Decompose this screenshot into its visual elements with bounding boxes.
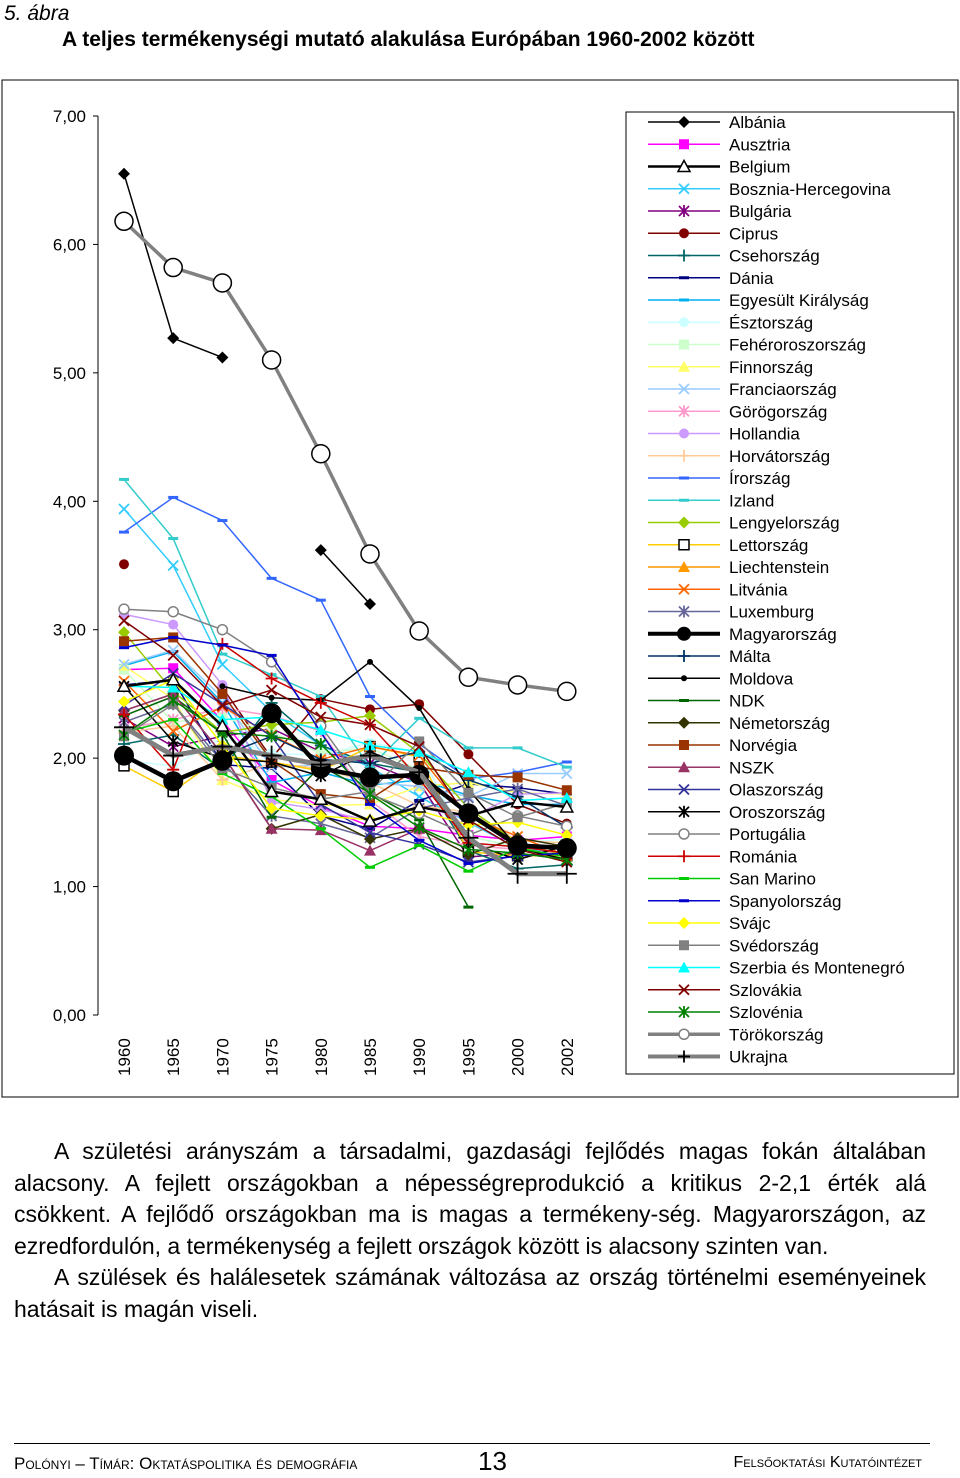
series-marker — [678, 717, 690, 729]
legend-label: Bulgária — [729, 202, 792, 221]
legend-entry — [648, 135, 791, 154]
legend-entry — [648, 158, 790, 177]
legend-entry — [648, 514, 840, 533]
legend-label: Hollandia — [729, 424, 800, 444]
legend-label: Oroszország — [729, 802, 826, 822]
series-line — [124, 221, 567, 691]
legend-label: Fehéroroszország — [729, 335, 867, 355]
series-marker — [679, 1029, 689, 1039]
legend-entry — [648, 313, 813, 332]
series-marker — [168, 663, 178, 673]
y-tick-label: 2,00 — [52, 749, 86, 769]
series-marker — [679, 228, 689, 238]
series-marker — [681, 675, 687, 681]
x-tick-label: 1960 — [115, 1038, 134, 1076]
legend-entry — [648, 892, 841, 911]
legend-label: Bosznia-Hercegovina — [729, 179, 891, 199]
legend-entry — [648, 336, 866, 355]
legend-label: Svédország — [729, 936, 819, 956]
legend-entry — [648, 269, 774, 288]
series-marker — [677, 627, 691, 641]
legend-entry — [648, 603, 814, 622]
legend-entry — [648, 536, 808, 555]
series-marker — [678, 250, 690, 262]
series-marker — [217, 659, 227, 669]
series-marker — [679, 139, 689, 149]
legend-label: Törökország — [729, 1025, 824, 1045]
series-marker — [458, 803, 478, 823]
body-text — [14, 1136, 926, 1325]
series-group — [115, 212, 576, 700]
series-marker — [163, 771, 183, 791]
y-tick-label: 5,00 — [52, 363, 86, 383]
legend-label: Moldova — [729, 669, 794, 689]
page-number: 13 — [478, 1446, 507, 1476]
series-marker — [509, 676, 527, 694]
legend-label: Magyarország — [729, 624, 837, 644]
series-marker — [364, 845, 376, 856]
legend-entry — [648, 491, 774, 510]
series-marker — [678, 1051, 690, 1063]
paragraph-1: A születési arányszám a társadalmi, gazdasági fejlődés magas fokán általában alacsony. A fejlett országokban a népességreprodukció a kritikus 2-2,1 érték alá csökkent. A fejlődő országokban ma is magas a termékeny-ség. Magyarországon, az ezredfordulón, a termékenység a fejlett országok között is alacsony szinten van. — [14, 1138, 926, 1259]
series-marker — [679, 429, 689, 439]
figure-label: 5. ábra — [4, 2, 70, 25]
footer-institute: Felsőoktatási Kutatóintézet — [733, 1454, 922, 1471]
series-marker — [513, 772, 523, 782]
footer-rule — [14, 1443, 930, 1444]
series-marker — [416, 705, 422, 711]
series-marker — [213, 274, 231, 292]
legend-label: Szlovákia — [729, 980, 802, 1000]
legend-label: Egyesült Királyság — [729, 291, 869, 310]
legend-label: Csehország — [729, 246, 820, 266]
legend-label: Portugália — [729, 825, 806, 844]
series-marker — [513, 812, 523, 822]
legend-entry — [648, 914, 771, 933]
series-marker — [679, 540, 689, 550]
legend-label: Horvátország — [729, 446, 831, 466]
series-marker — [360, 767, 380, 787]
legend-entry — [648, 180, 891, 199]
series-line — [124, 497, 567, 778]
legend-label: Írország — [729, 469, 791, 488]
x-tick-label: 1975 — [262, 1038, 282, 1076]
legend-entry — [648, 291, 869, 310]
legend-label: Lettország — [729, 535, 809, 555]
legend-entry — [648, 558, 829, 577]
legend-entry — [648, 847, 798, 866]
series-marker — [217, 625, 227, 635]
x-tick-label: 1980 — [311, 1038, 331, 1076]
legend-entry — [648, 447, 830, 466]
legend-label: Ausztria — [729, 135, 791, 155]
legend-entry — [648, 247, 820, 266]
legend-label: Görögország — [729, 402, 828, 422]
legend-entry — [648, 981, 802, 1000]
legend-label: Litvánia — [729, 580, 788, 600]
legend-entry — [648, 714, 830, 733]
series-marker — [463, 788, 473, 798]
series-marker — [312, 445, 330, 463]
series-marker — [361, 545, 379, 563]
series-marker — [459, 668, 477, 686]
legend-entry — [648, 1025, 823, 1044]
series-marker — [118, 696, 130, 708]
legend-label: Svájc — [729, 914, 771, 933]
x-tick-label: 1970 — [213, 1038, 233, 1076]
legend-entry — [648, 669, 794, 688]
series-marker — [115, 212, 133, 230]
legend-entry — [648, 936, 819, 955]
series-marker — [119, 604, 129, 614]
series-marker — [262, 703, 282, 723]
series-marker — [678, 850, 690, 862]
series-marker — [557, 838, 577, 858]
footer-authors: Polónyi – Tímár: Oktatáspolitika és demográfia — [14, 1454, 358, 1473]
series-marker — [679, 940, 689, 950]
series-marker — [463, 749, 473, 759]
series-marker — [367, 659, 373, 665]
series-marker — [217, 689, 227, 699]
legend-label: Albánia — [729, 113, 786, 132]
series-marker — [679, 740, 689, 750]
legend-label: Észtország — [729, 313, 814, 333]
y-tick-label: 6,00 — [52, 235, 86, 255]
series-marker — [269, 695, 275, 701]
legend-label: Németország — [729, 713, 831, 733]
chart-series — [114, 168, 577, 907]
series-marker — [558, 682, 576, 700]
series-marker — [119, 636, 129, 646]
legend-entry — [648, 202, 792, 221]
legend-label: Spanyolország — [729, 891, 842, 911]
series-marker — [678, 116, 690, 128]
legend-entry — [648, 959, 905, 978]
series-marker — [678, 450, 690, 462]
legend-label: Olaszország — [729, 780, 824, 800]
series-marker — [168, 607, 178, 617]
series-marker — [678, 917, 690, 929]
series-marker — [119, 504, 129, 514]
series-marker — [679, 829, 689, 839]
y-tick-label: 3,00 — [52, 620, 86, 640]
legend-entry — [648, 825, 806, 844]
legend-entry — [648, 692, 766, 711]
series-marker — [557, 864, 577, 884]
legend-label: Dánia — [729, 268, 774, 288]
series-group — [118, 168, 376, 610]
legend-label: Románia — [729, 847, 798, 867]
y-tick-label: 0,00 — [52, 1006, 86, 1025]
legend-label: Liechtenstein — [729, 558, 830, 577]
y-tick-label: 4,00 — [52, 492, 86, 512]
legend-label: Belgium — [729, 157, 791, 177]
legend-entry — [648, 625, 837, 644]
legend-label: Izland — [729, 491, 775, 511]
x-tick-label: 1990 — [410, 1038, 430, 1076]
series-marker — [118, 168, 130, 180]
series-marker — [219, 683, 225, 689]
legend-label: Szerbia és Montenegró — [729, 958, 905, 978]
legend-label: Málta — [729, 647, 771, 666]
series-marker — [119, 559, 129, 569]
series-marker — [678, 650, 690, 662]
legend-label: Lengyelország — [729, 513, 840, 533]
legend-label: NDK — [729, 691, 765, 711]
series-group — [119, 609, 572, 826]
series-marker — [678, 517, 690, 529]
legend-entry — [648, 1048, 788, 1067]
series-marker — [508, 835, 528, 855]
legend-label: San Marino — [729, 869, 816, 889]
series-marker — [168, 620, 178, 630]
x-tick-label: 2000 — [508, 1038, 528, 1076]
x-tick-label: 1985 — [361, 1038, 380, 1076]
legend-label: Finnország — [729, 357, 814, 377]
legend-label: NSZK — [729, 758, 775, 778]
x-tick-label: 2002 — [557, 1038, 577, 1076]
legend-label: Ciprus — [729, 224, 779, 244]
series-group — [118, 720, 573, 849]
legend-entry — [648, 224, 778, 243]
legend-entry — [648, 647, 771, 666]
legend-label: Ukrajna — [729, 1047, 788, 1067]
legend-entry — [648, 736, 798, 755]
legend-entry — [648, 1003, 803, 1022]
series-marker — [216, 351, 228, 363]
legend-entry — [648, 758, 775, 777]
legend-entry — [648, 358, 813, 377]
chart-legend — [626, 112, 954, 1074]
legend-label: Szlovénia — [729, 1003, 803, 1022]
y-tick-label: 7,00 — [52, 107, 86, 126]
series-marker — [679, 317, 689, 327]
series-marker — [263, 351, 281, 369]
series-marker — [679, 340, 689, 350]
legend-entry — [648, 425, 800, 444]
series-marker — [167, 332, 179, 344]
series-marker — [410, 622, 428, 640]
legend-label: Franciaország — [729, 380, 837, 399]
x-tick-label: 1995 — [459, 1038, 479, 1076]
legend-entry — [648, 580, 788, 599]
legend-entry — [648, 870, 816, 889]
series-marker — [164, 259, 182, 277]
legend-label: Norvégia — [729, 736, 798, 755]
paragraph-2: A szülések és halálesetek számának változása az ország történelmi eseményeinek hatásait is magán viseli. — [14, 1264, 926, 1322]
legend-entry — [648, 380, 837, 399]
legend-entry — [648, 469, 790, 488]
series-marker — [168, 561, 178, 571]
legend-entry — [648, 803, 825, 822]
legend-label: Luxemburg — [729, 602, 815, 622]
legend-entry — [648, 113, 786, 132]
x-tick-label: 1965 — [164, 1038, 184, 1076]
figure-title: A teljes termékenységi mutató alakulása Európában 1960-2002 között — [62, 28, 755, 51]
series-marker — [267, 685, 277, 695]
legend-entry — [648, 781, 823, 800]
legend-entry — [648, 402, 827, 421]
y-tick-label: 1,00 — [52, 877, 86, 897]
series-marker — [114, 746, 134, 766]
